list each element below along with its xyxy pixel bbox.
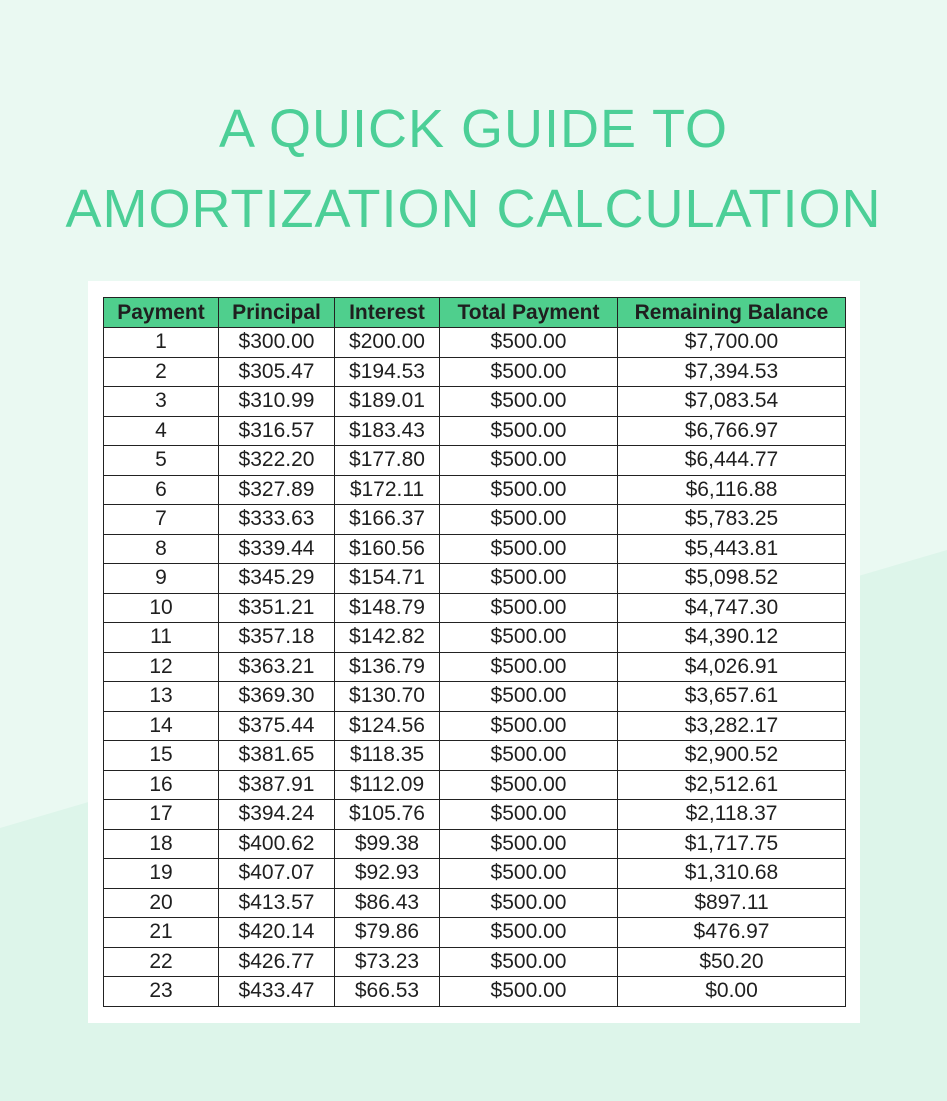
remaining-balance-cell: $3,282.17 <box>618 711 846 741</box>
interest-cell: $194.53 <box>335 357 440 387</box>
interest-cell: $99.38 <box>335 829 440 859</box>
total-payment-cell: $500.00 <box>440 947 618 977</box>
interest-cell: $166.37 <box>335 505 440 535</box>
total-payment-cell: $500.00 <box>440 593 618 623</box>
interest-cell: $79.86 <box>335 918 440 948</box>
table-row <box>104 475 846 505</box>
payment-cell: 20 <box>104 888 219 918</box>
header-total-payment: Total Payment <box>440 298 618 328</box>
table-row <box>104 593 846 623</box>
table-row <box>104 416 846 446</box>
table-row <box>104 829 846 859</box>
remaining-balance-cell: $7,394.53 <box>618 357 846 387</box>
principal-cell: $310.99 <box>219 387 335 417</box>
remaining-balance-cell: $3,657.61 <box>618 682 846 712</box>
total-payment-cell: $500.00 <box>440 623 618 653</box>
table-row <box>104 918 846 948</box>
principal-cell: $339.44 <box>219 534 335 564</box>
payment-cell: 14 <box>104 711 219 741</box>
principal-cell: $387.91 <box>219 770 335 800</box>
principal-cell: $420.14 <box>219 918 335 948</box>
table-row <box>104 357 846 387</box>
principal-cell: $316.57 <box>219 416 335 446</box>
remaining-balance-cell: $6,766.97 <box>618 416 846 446</box>
remaining-balance-cell: $1,717.75 <box>618 829 846 859</box>
remaining-balance-cell: $2,118.37 <box>618 800 846 830</box>
principal-cell: $333.63 <box>219 505 335 535</box>
table-row <box>104 387 846 417</box>
total-payment-cell: $500.00 <box>440 446 618 476</box>
table-row <box>104 534 846 564</box>
table-row <box>104 741 846 771</box>
interest-cell: $177.80 <box>335 446 440 476</box>
remaining-balance-cell: $2,900.52 <box>618 741 846 771</box>
table-row <box>104 564 846 594</box>
total-payment-cell: $500.00 <box>440 918 618 948</box>
total-payment-cell: $500.00 <box>440 888 618 918</box>
interest-cell: $112.09 <box>335 770 440 800</box>
table-row <box>104 947 846 977</box>
total-payment-cell: $500.00 <box>440 711 618 741</box>
payment-cell: 21 <box>104 918 219 948</box>
table-row <box>104 888 846 918</box>
payment-cell: 3 <box>104 387 219 417</box>
table-row <box>104 770 846 800</box>
payment-cell: 16 <box>104 770 219 800</box>
table-row <box>104 652 846 682</box>
total-payment-cell: $500.00 <box>440 357 618 387</box>
remaining-balance-cell: $5,783.25 <box>618 505 846 535</box>
total-payment-cell: $500.00 <box>440 682 618 712</box>
payment-cell: 18 <box>104 829 219 859</box>
remaining-balance-cell: $2,512.61 <box>618 770 846 800</box>
total-payment-cell: $500.00 <box>440 800 618 830</box>
amortization-table <box>103 297 846 1007</box>
total-payment-cell: $500.00 <box>440 328 618 358</box>
table-row <box>104 682 846 712</box>
principal-cell: $351.21 <box>219 593 335 623</box>
principal-cell: $305.47 <box>219 357 335 387</box>
payment-cell: 2 <box>104 357 219 387</box>
total-payment-cell: $500.00 <box>440 564 618 594</box>
interest-cell: $200.00 <box>335 328 440 358</box>
interest-cell: $148.79 <box>335 593 440 623</box>
principal-cell: $369.30 <box>219 682 335 712</box>
principal-cell: $426.77 <box>219 947 335 977</box>
remaining-balance-cell: $5,443.81 <box>618 534 846 564</box>
payment-cell: 7 <box>104 505 219 535</box>
payment-cell: 8 <box>104 534 219 564</box>
remaining-balance-cell: $0.00 <box>618 977 846 1007</box>
remaining-balance-cell: $4,026.91 <box>618 652 846 682</box>
interest-cell: $142.82 <box>335 623 440 653</box>
total-payment-cell: $500.00 <box>440 977 618 1007</box>
payment-cell: 22 <box>104 947 219 977</box>
payment-cell: 6 <box>104 475 219 505</box>
remaining-balance-cell: $4,390.12 <box>618 623 846 653</box>
principal-cell: $433.47 <box>219 977 335 1007</box>
total-payment-cell: $500.00 <box>440 387 618 417</box>
header-remaining-balance: Remaining Balance <box>618 298 846 328</box>
interest-cell: $136.79 <box>335 652 440 682</box>
header-interest: Interest <box>335 298 440 328</box>
table-row <box>104 623 846 653</box>
interest-cell: $92.93 <box>335 859 440 889</box>
remaining-balance-cell: $6,444.77 <box>618 446 846 476</box>
remaining-balance-cell: $7,700.00 <box>618 328 846 358</box>
table-row <box>104 446 846 476</box>
principal-cell: $413.57 <box>219 888 335 918</box>
principal-cell: $327.89 <box>219 475 335 505</box>
principal-cell: $345.29 <box>219 564 335 594</box>
table-card <box>88 281 860 1023</box>
table-header-row <box>104 298 846 328</box>
interest-cell: $86.43 <box>335 888 440 918</box>
interest-cell: $73.23 <box>335 947 440 977</box>
principal-cell: $363.21 <box>219 652 335 682</box>
principal-cell: $381.65 <box>219 741 335 771</box>
principal-cell: $400.62 <box>219 829 335 859</box>
payment-cell: 23 <box>104 977 219 1007</box>
principal-cell: $394.24 <box>219 800 335 830</box>
total-payment-cell: $500.00 <box>440 416 618 446</box>
remaining-balance-cell: $1,310.68 <box>618 859 846 889</box>
total-payment-cell: $500.00 <box>440 475 618 505</box>
payment-cell: 12 <box>104 652 219 682</box>
remaining-balance-cell: $476.97 <box>618 918 846 948</box>
remaining-balance-cell: $897.11 <box>618 888 846 918</box>
remaining-balance-cell: $5,098.52 <box>618 564 846 594</box>
table-row <box>104 711 846 741</box>
interest-cell: $105.76 <box>335 800 440 830</box>
total-payment-cell: $500.00 <box>440 829 618 859</box>
table-row <box>104 859 846 889</box>
principal-cell: $300.00 <box>219 328 335 358</box>
total-payment-cell: $500.00 <box>440 741 618 771</box>
table-row <box>104 328 846 358</box>
payment-cell: 10 <box>104 593 219 623</box>
remaining-balance-cell: $4,747.30 <box>618 593 846 623</box>
interest-cell: $172.11 <box>335 475 440 505</box>
table-row <box>104 977 846 1007</box>
remaining-balance-cell: $6,116.88 <box>618 475 846 505</box>
interest-cell: $118.35 <box>335 741 440 771</box>
payment-cell: 1 <box>104 328 219 358</box>
remaining-balance-cell: $7,083.54 <box>618 387 846 417</box>
payment-cell: 5 <box>104 446 219 476</box>
payment-cell: 19 <box>104 859 219 889</box>
header-payment: Payment <box>104 298 219 328</box>
total-payment-cell: $500.00 <box>440 770 618 800</box>
payment-cell: 13 <box>104 682 219 712</box>
interest-cell: $130.70 <box>335 682 440 712</box>
total-payment-cell: $500.00 <box>440 859 618 889</box>
interest-cell: $124.56 <box>335 711 440 741</box>
principal-cell: $357.18 <box>219 623 335 653</box>
interest-cell: $183.43 <box>335 416 440 446</box>
total-payment-cell: $500.00 <box>440 652 618 682</box>
interest-cell: $154.71 <box>335 564 440 594</box>
payment-cell: 4 <box>104 416 219 446</box>
payment-cell: 9 <box>104 564 219 594</box>
principal-cell: $407.07 <box>219 859 335 889</box>
table-row <box>104 505 846 535</box>
total-payment-cell: $500.00 <box>440 505 618 535</box>
table-body <box>104 328 846 1007</box>
principal-cell: $375.44 <box>219 711 335 741</box>
remaining-balance-cell: $50.20 <box>618 947 846 977</box>
interest-cell: $189.01 <box>335 387 440 417</box>
payment-cell: 15 <box>104 741 219 771</box>
interest-cell: $66.53 <box>335 977 440 1007</box>
payment-cell: 17 <box>104 800 219 830</box>
interest-cell: $160.56 <box>335 534 440 564</box>
total-payment-cell: $500.00 <box>440 534 618 564</box>
page-title-line-1: A QUICK GUIDE TO <box>218 99 729 159</box>
header-principal: Principal <box>219 298 335 328</box>
page-title-line-2: AMORTIZATION CALCULATION <box>65 179 882 239</box>
payment-cell: 11 <box>104 623 219 653</box>
table-row <box>104 800 846 830</box>
principal-cell: $322.20 <box>219 446 335 476</box>
